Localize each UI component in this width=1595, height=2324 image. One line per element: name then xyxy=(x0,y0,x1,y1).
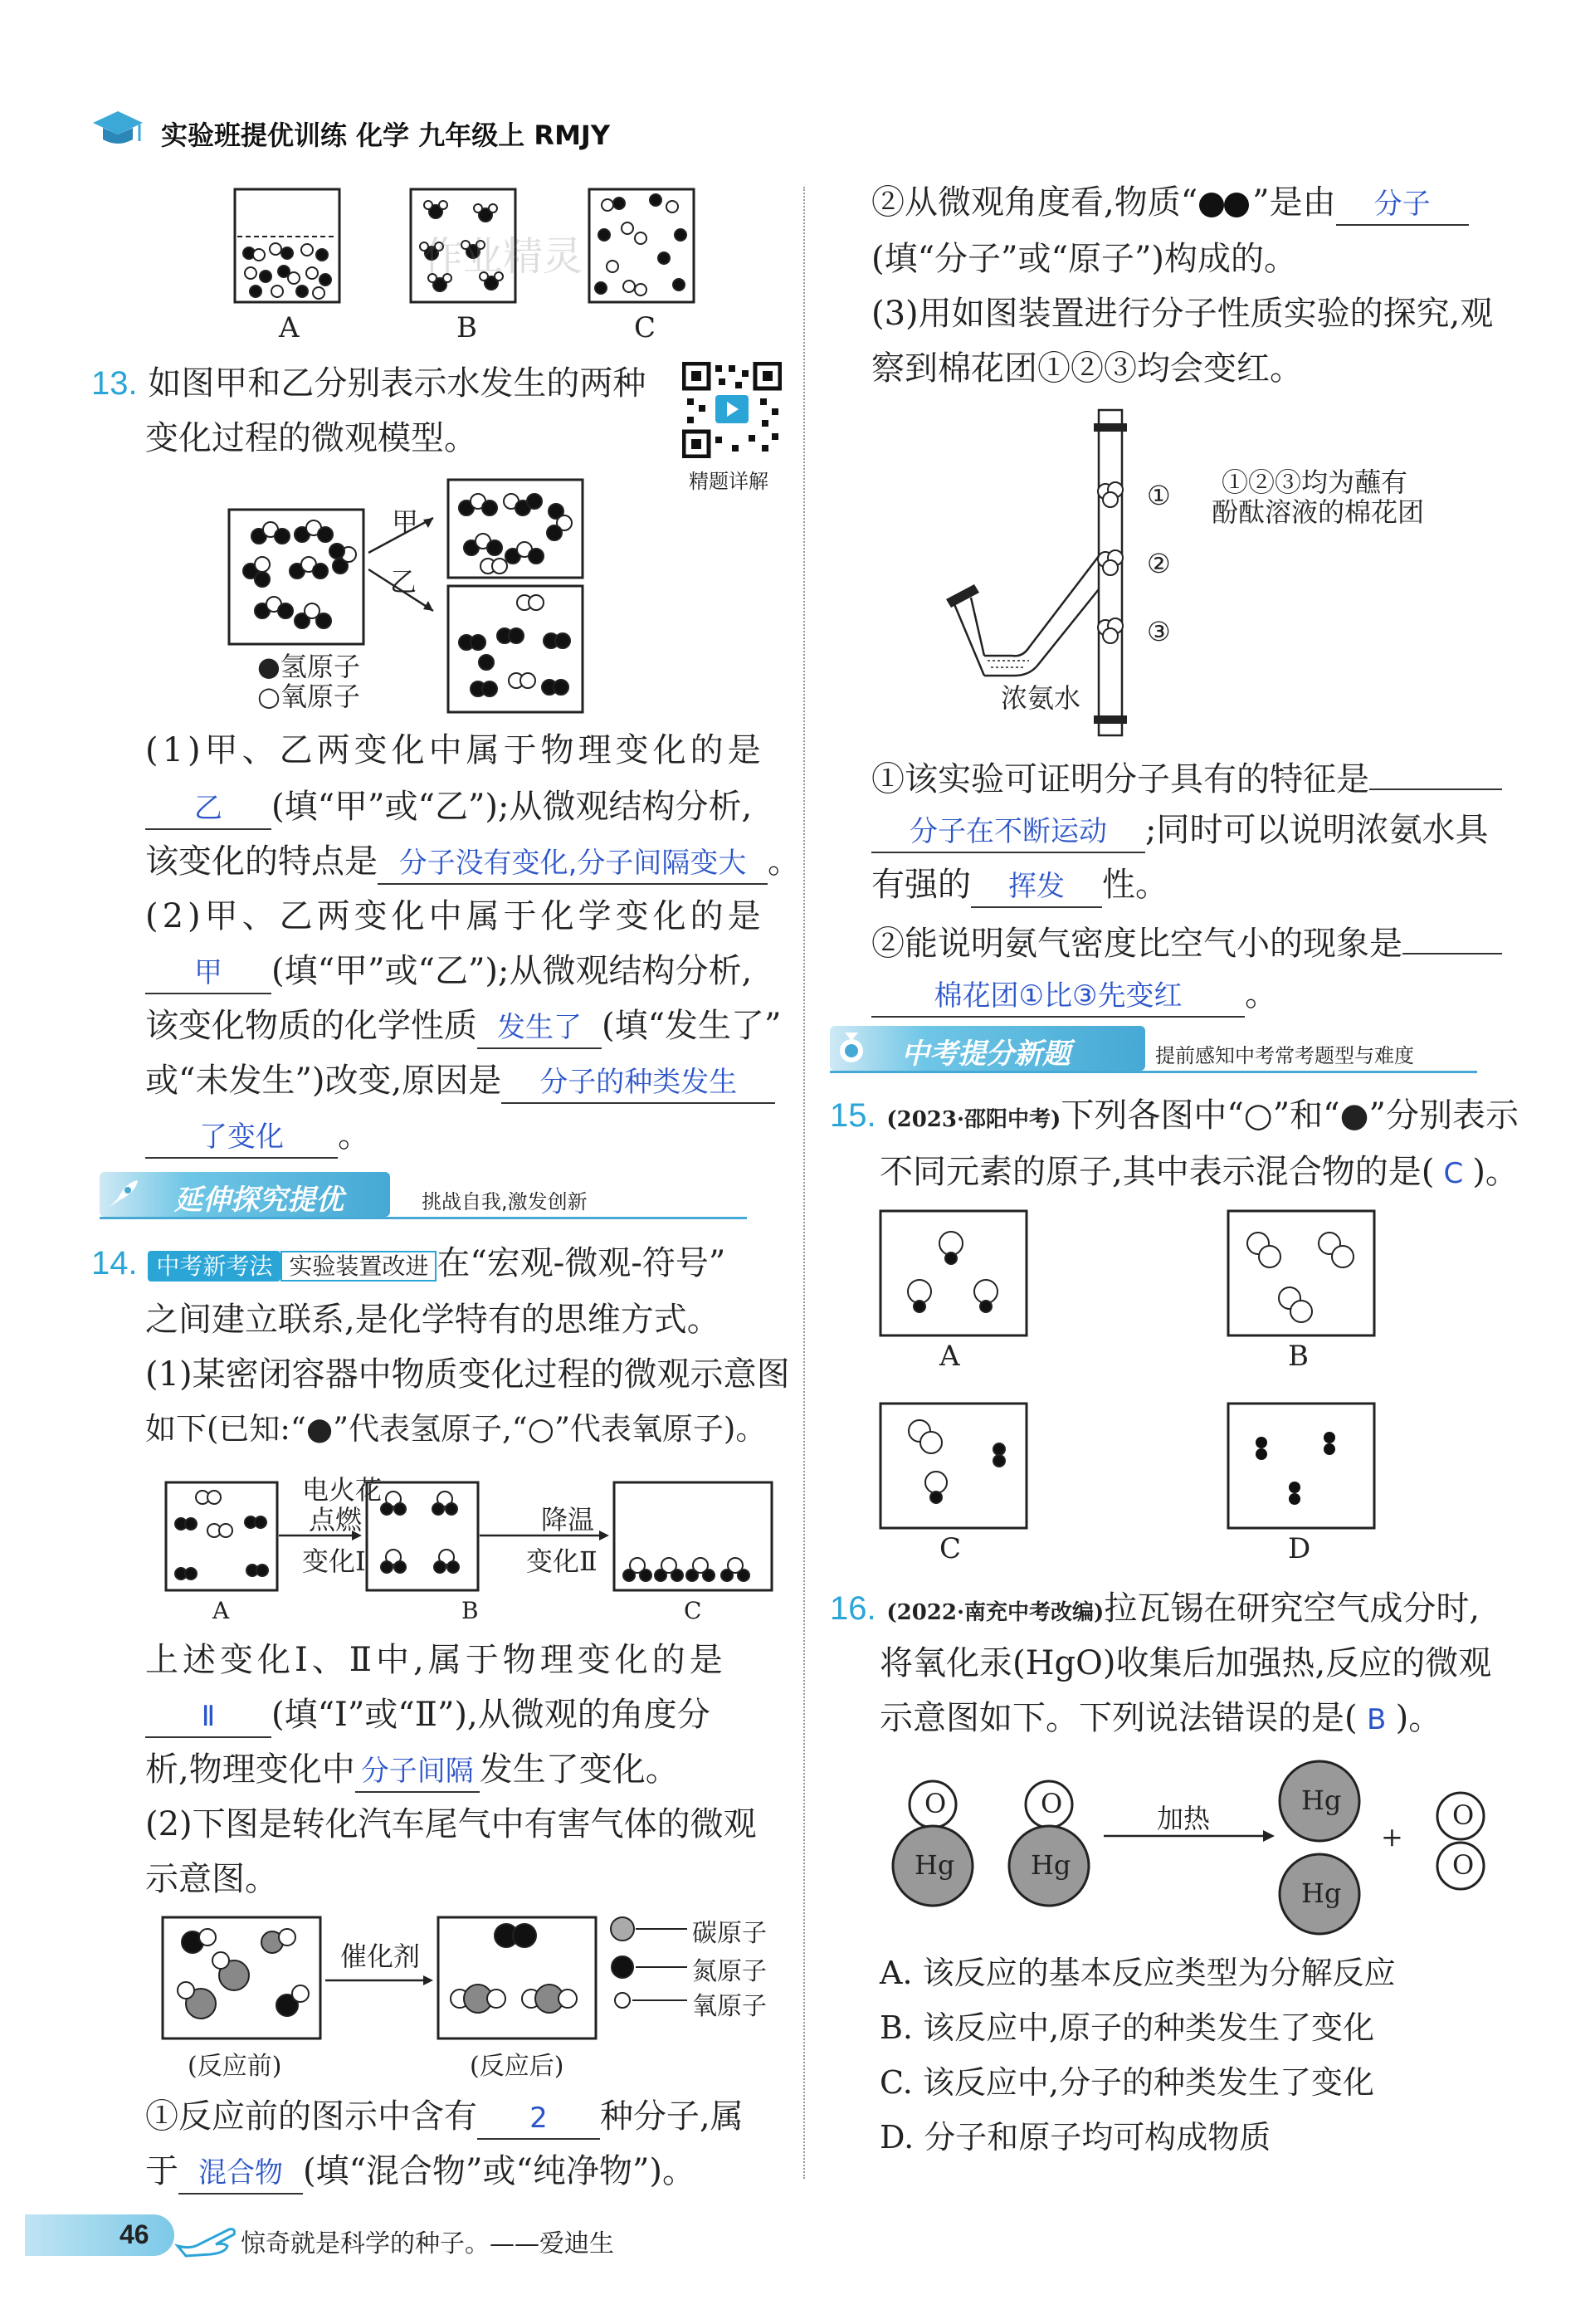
q14-fig-label-c: C xyxy=(684,1597,702,1624)
q14-p1-line5b: 发生了变化。 xyxy=(479,1750,679,1789)
column-divider xyxy=(803,187,805,2179)
q13-p1-line1: (1)甲、乙两变化中属于物理变化的是 xyxy=(145,731,765,769)
q16-close: )。 xyxy=(1395,1699,1442,1737)
q16-atom-o-3: O xyxy=(1452,1799,1475,1831)
q14-p3-blank-head xyxy=(1369,749,1502,790)
q16-atom-hg-3: Hg xyxy=(1301,1784,1342,1816)
q14-tag-new-method: 中考新考法 xyxy=(148,1251,280,1282)
banner-extension-rule xyxy=(100,1217,747,1219)
q15-number: 15. xyxy=(830,1097,876,1134)
q14-r1-b: ”是由 xyxy=(1252,183,1336,222)
q16-option-a[interactable]: A. 该反应的基本反应类型为分解反应 xyxy=(880,1955,1396,1991)
apparatus-note-1: ①②③均为蘸有 xyxy=(1222,466,1408,498)
top-figure-label-b: B xyxy=(456,311,477,344)
q13-p2-answer2[interactable]: 发生了 xyxy=(477,1008,602,1049)
q14-p3-line6: ②能说明氨气密度比空气小的现象是 xyxy=(871,925,1402,963)
q13-p2-answer3[interactable]: 分子的种类发生 xyxy=(501,1062,775,1104)
q14-p3-line2: 察到棉花团①②③均会变红。 xyxy=(871,349,1303,388)
q16-reaction-figure xyxy=(880,1756,1510,1939)
q13-arrow-yi: 乙 xyxy=(390,566,417,598)
q15-options-figure xyxy=(878,1208,1393,1540)
q16-atom-hg-4: Hg xyxy=(1301,1877,1342,1909)
q13-p1-answer[interactable]: 乙 xyxy=(145,788,271,830)
q14-p3-period: 。 xyxy=(1245,975,1278,1013)
q13-legend-h: ●氢原子 xyxy=(257,651,360,682)
q16-atom-hg-2: Hg xyxy=(1031,1849,1071,1881)
q13-p2-period: 。 xyxy=(338,1116,371,1155)
q14-p2-line3a: ①反应前的图示中含有 xyxy=(145,2097,477,2136)
q14-p3-blank-head2 xyxy=(1402,913,1502,954)
q14-fig-label-b: B xyxy=(461,1597,479,1624)
q14-step1-label3: 变化Ⅰ xyxy=(302,1545,366,1577)
q16-atom-o-4: O xyxy=(1452,1849,1475,1881)
q15-label-c: C xyxy=(939,1532,962,1565)
q14-step1-label1: 电火花 xyxy=(302,1474,383,1506)
banner-exam-title: 中考提分新题 xyxy=(901,1038,1071,1071)
q13-p1-line3: 该变化的特点是 xyxy=(145,842,378,881)
header-title: 实验班提优训练 化学 九年级上 RMJY xyxy=(161,120,610,151)
q13-p2-line3: 该变化物质的化学性质 xyxy=(145,1007,477,1045)
q14-figure-1 xyxy=(163,1471,777,1604)
q16-answer[interactable]: B xyxy=(1366,1703,1387,1736)
q14-stem-line2: 之间建立联系,是化学特有的思维方式。 xyxy=(145,1301,720,1339)
q14-p2-line3b: 种分子,属 xyxy=(600,2097,744,2136)
apparatus-mark-3: ③ xyxy=(1147,616,1171,647)
q13-number: 13. xyxy=(91,365,138,402)
q14-legend-c: 碳原子 xyxy=(692,1919,767,1948)
q14-p1-line5a: 析,物理变化中 xyxy=(145,1750,355,1789)
q14-r1-answer[interactable]: 分子 xyxy=(1336,184,1469,226)
q14-p1-line2: 如下(已知:“●”代表氢原子,“○”代表氧原子)。 xyxy=(145,1411,767,1447)
q14-p1-line3: 上述变化Ⅰ、Ⅱ中,属于物理变化的是 xyxy=(145,1641,727,1679)
q16-option-d[interactable]: D. 分子和原子均可构成物质 xyxy=(880,2119,1271,2156)
q13-p2-answer4[interactable]: 了变化 xyxy=(145,1117,338,1159)
q16-number: 16. xyxy=(830,1590,876,1627)
q14-p2-answer[interactable]: 2 xyxy=(477,2098,600,2140)
q16-plus: + xyxy=(1381,1821,1403,1853)
q15-close: )。 xyxy=(1472,1153,1519,1191)
q14-number: 14. xyxy=(91,1245,138,1282)
q15-source: (2023·邵阳中考) xyxy=(886,1107,1061,1132)
q16-source: (2022·南充中考改编) xyxy=(886,1600,1105,1625)
q16-atom-o-1: O xyxy=(924,1788,947,1819)
q15-label-a: A xyxy=(939,1340,960,1373)
q13-p2-line4: 或“未发生”)改变,原因是 xyxy=(145,1062,502,1100)
q14-p2-line4b: (填“混合物”或“纯净物”)。 xyxy=(303,2152,696,2190)
apparatus-mark-2: ② xyxy=(1147,548,1171,579)
hand-icon xyxy=(174,2213,241,2259)
q14-p2-answer2[interactable]: 混合物 xyxy=(178,2153,303,2195)
q14-p1-line1: (1)某密闭容器中物质变化过程的微观示意图 xyxy=(145,1355,790,1394)
q16-heat: 加热 xyxy=(1157,1803,1211,1834)
q15-stem-line2: 不同元素的原子,其中表示混合物的是( xyxy=(880,1153,1435,1191)
q13-stem-line1: 如图甲和乙分别表示水发生的两种 xyxy=(148,364,646,403)
q15-stem-line1: 下列各图中“○”和“●”分别表示 xyxy=(1061,1096,1519,1135)
banner-exam xyxy=(830,1026,1145,1071)
q13-stem-line2: 变化过程的微观模型。 xyxy=(145,419,477,457)
q14-step1-label2: 点燃 xyxy=(309,1504,363,1536)
apparatus-note-2: 酚酞溶液的棉花团 xyxy=(1212,496,1425,528)
q13-p1-period: 。 xyxy=(768,842,801,881)
q15-label-d: D xyxy=(1288,1532,1311,1565)
q14-p3-line3: ①该实验可证明分子具有的特征是 xyxy=(871,760,1369,798)
q14-p3-line5b: 性。 xyxy=(1102,866,1168,904)
q13-arrow-jia: 甲 xyxy=(392,506,419,538)
q14-step2-label2: 变化Ⅱ xyxy=(526,1545,598,1577)
q14-after: (反应后) xyxy=(470,2052,564,2081)
q16-option-c[interactable]: C. 该反应中,分子的种类发生了变化 xyxy=(880,2064,1374,2101)
apparatus-liquid: 浓氨水 xyxy=(1001,682,1081,714)
footer-quote: 惊奇就是科学的种子。——爱迪生 xyxy=(241,2229,614,2258)
q14-tag-apparatus: 实验装置改进 xyxy=(280,1251,437,1282)
q14-p3-answer[interactable]: 分子在不断运动 xyxy=(871,812,1145,853)
banner-extension-subtitle: 挑战自我,激发创新 xyxy=(422,1190,588,1213)
banner-extension-title: 延伸探究提优 xyxy=(174,1184,344,1217)
top-figure-label-c: C xyxy=(634,311,656,344)
qr-label: 精题详解 xyxy=(689,470,768,493)
q14-p3-line5a: 有强的 xyxy=(871,866,971,904)
q14-p1-line4: (填“Ⅰ”或“Ⅱ”),从微观的角度分 xyxy=(271,1696,710,1734)
q13-p1-answer2[interactable]: 分子没有变化,分子间隔变大 xyxy=(378,843,768,885)
banner-exam-rule xyxy=(830,1071,1477,1073)
graduation-cap-icon xyxy=(91,106,144,153)
banner-exam-subtitle: 提前感知中考常考题型与难度 xyxy=(1155,1044,1414,1067)
q14-p3-line1: (3)用如图装置进行分子性质实验的探究,观 xyxy=(871,295,1494,333)
header xyxy=(91,106,1568,156)
q14-legend-o: 氧原子 xyxy=(692,1992,767,2021)
watermark: 作业精灵 xyxy=(423,233,583,280)
q16-stem-line1: 拉瓦锡在研究空气成分时, xyxy=(1104,1589,1480,1628)
footer xyxy=(25,2208,1568,2266)
q14-stem-line1: 在“宏观-微观-符号” xyxy=(437,1244,726,1282)
q14-p1-answer2[interactable]: 分子间隔 xyxy=(355,1751,480,1793)
molecule-n2-icon xyxy=(1197,191,1252,219)
rocket-icon xyxy=(105,1177,141,1212)
q13-legend-o: ○氧原子 xyxy=(257,681,360,712)
q14-fig-label-a: A xyxy=(212,1597,230,1624)
q14-before: (反应前) xyxy=(188,2052,282,2081)
q14-p2-line4a: 于 xyxy=(145,2152,178,2190)
q14-step2-label1: 降温 xyxy=(541,1504,595,1536)
q13-p2-line3-tail: (填“发生了” xyxy=(602,1007,782,1045)
top-figure-label-a: A xyxy=(279,311,300,344)
banner-extension xyxy=(100,1172,390,1217)
q16-stem-line3: 示意图如下。下列说法错误的是( xyxy=(880,1699,1358,1737)
q16-stem-line2: 将氧化汞(HgO)收集后加强热,反应的微观 xyxy=(880,1644,1492,1682)
footer-page-tab xyxy=(25,2214,174,2256)
apparatus-mark-1: ① xyxy=(1147,480,1171,511)
q13-p1-line2: (填“甲”或“乙”);从微观结构分析, xyxy=(271,788,753,826)
q16-atom-o-2: O xyxy=(1041,1788,1063,1819)
q13-p2-line2: (填“甲”或“乙”);从微观结构分析, xyxy=(271,952,753,990)
q14-legend-n: 氮原子 xyxy=(692,1957,767,1986)
q14-catalyst: 催化剂 xyxy=(340,1941,421,1972)
q14-r2: (填“分子”或“原子”)构成的。 xyxy=(871,240,1298,278)
q14-p1-answer[interactable]: Ⅱ xyxy=(145,1697,271,1738)
q15-answer[interactable]: C xyxy=(1443,1157,1464,1190)
medal-icon xyxy=(835,1031,868,1066)
q14-r1-a: ②从微观角度看,物质“ xyxy=(871,183,1198,222)
q14-p3-answer3[interactable]: 棉花团①比③先变红 xyxy=(871,976,1245,1018)
q14-p3-line4: ;同时可以说明浓氨水具 xyxy=(1145,811,1489,849)
q13-p2-line1: (2)甲、乙两变化中属于化学变化的是 xyxy=(145,897,765,935)
page-number: 46 xyxy=(120,2219,149,2249)
q14-p2-line1: (2)下图是转化汽车尾气中有害气体的微观 xyxy=(145,1805,757,1843)
q13-p2-answer[interactable]: 甲 xyxy=(145,953,271,994)
q16-atom-hg-1: Hg xyxy=(915,1849,955,1881)
q14-p2-line2: 示意图。 xyxy=(145,1860,278,1898)
q14-p3-answer2[interactable]: 挥发 xyxy=(971,867,1102,908)
q15-label-b: B xyxy=(1288,1340,1309,1373)
q16-option-b[interactable]: B. 该反应中,原子的种类发生了变化 xyxy=(880,2009,1375,2046)
qr-code-icon[interactable] xyxy=(682,362,782,458)
